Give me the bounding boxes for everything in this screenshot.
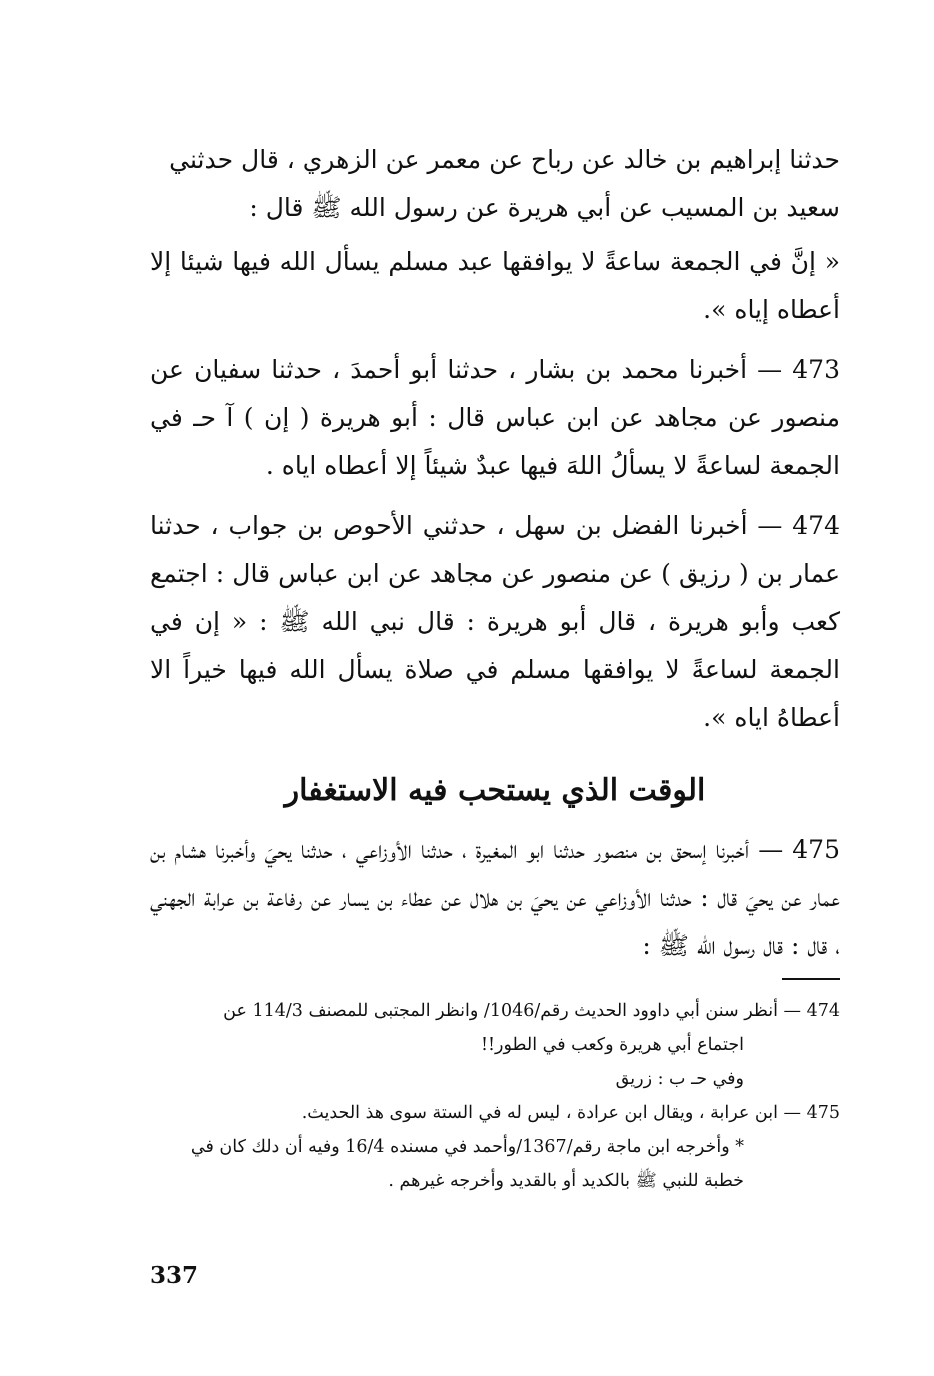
intro-line-1: حدثنا إبراهيم بن خالد عن رباح عن معمر عن الزهري ، قال حدثني [169,145,840,174]
intro-line-2: سعيد بن المسيب عن أبي هريرة عن رسول الله ﷺ قال : [249,193,840,222]
footnote-divider [782,978,840,980]
footnote-474-line-2: اجتماع أبي هريرة وكعب في الطور!! [480,1035,744,1055]
footnote-475-line-2: * وأخرجه ابن ماجة رقم/1367/وأحمد في مسنده 16/4 وفيه أن دلك كان في [190,1137,744,1157]
footnotes [150,994,840,1198]
footnote-474-line-1: 474 — أنظر سنن أبي داوود الحديث رقم/1046/ وانظر المجتبى للمصنف 114/3 عن [223,1001,840,1021]
section-heading: الوقت الذي يستحب فيه الاستغفار [284,773,706,808]
page-body [150,136,840,1198]
hadith-473: 473 — أخبرنا محمد بن بشار ، حدثنا أبو أحمدَ ، حدثنا سفيان عن منصور عن مجاهد عن ابن عباس قال : أبو هريرة ( إن ) آ حـ في الجمعة لساعةً لا يسألُ اللهَ فيها عبدٌ شيئاً إلا أعطاه اياه . [150,355,840,480]
intro-quote: « إنَّ في الجمعة ساعةً لا يوافقها عبد مسلم يسأل الله فيها شيئا إلا أعطاه إياه ». [150,247,840,324]
footnote-474-line-3: وفي حـ ب : زريق [615,1069,744,1089]
footnote-475-line-1: 475 — ابن عرابة ، ويقال ابن عرادة ، ليس له في الستة سوى هذ الحديث. [301,1103,840,1123]
page-number: 337 [150,1262,199,1289]
footnote-475-line-3: خطبة للنبي ﷺ بالكديد أو بالقديد وأخرجه غيرهم . [388,1171,744,1191]
hadith-474: 474 — أخبرنا الفضل بن سهل ، حدثني الأحوص بن جواب ، حدثنا عمار بن ( رزيق ) عن منصور عن مجاهد عن ابن عباس قال : اجتمع كعب وأبو هريرة ، قال أبو هريرة : قال نبي الله ﷺ : « إن في الجمعة لساعةً لا يوافقها مسلم في صلاة يسأل الله فيها خيراً الا أعطاهُ اياه ». [150,511,840,732]
hadith-475: 475 — أخبرنا إسحق بن منصور حدثنا ابو المغيرة ، حدثنا الأوزاعي ، حدثنا يحيَ وأخبرنا هشام بن عمار عن يحيَ قال : حدثنا الأوزاعي عن يحيَ بن هلال عن عطاء بن يسار عن رفاعة بن عرابة الجهني ، قال : قال رسول الله ﷺ : [150,835,840,960]
